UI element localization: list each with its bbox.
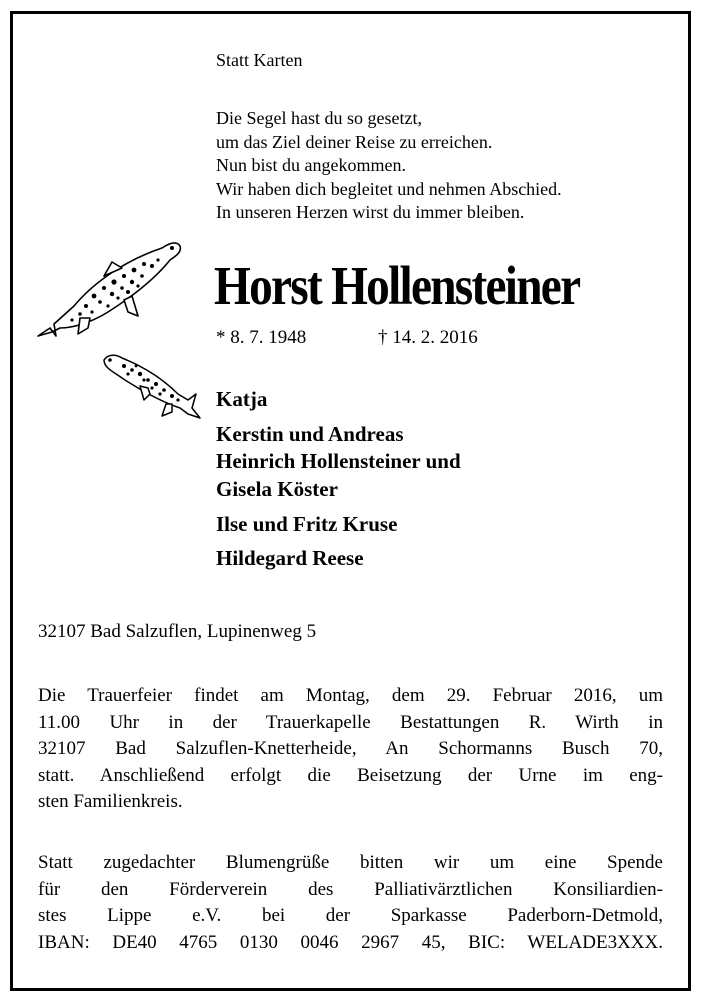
poem-line: Die Segel hast du so gesetzt,: [216, 108, 422, 128]
family-address: 32107 Bad Salzuflen, Lupinenweg 5: [38, 621, 317, 642]
funeral-paragraph: [38, 683, 663, 816]
donation-line: IBAN: DE40 4765 0130 0046 2967 45, BIC: WELADE3XXX.: [38, 931, 663, 953]
donation-paragraph: [38, 850, 663, 956]
funeral-line: sten Familienkreis.: [38, 791, 183, 812]
mourner-name: Hildegard Reese: [216, 546, 364, 570]
poem-line: In unseren Herzen wirst du immer bleiben.: [216, 202, 525, 222]
mourner-name: Ilse und Fritz Kruse: [216, 512, 398, 536]
poem-line: Wir haben dich begleitet und nehmen Abschied.: [216, 178, 562, 199]
deceased-name: Horst Hollensteiner: [214, 255, 580, 316]
mourner-name: Katja: [216, 387, 268, 411]
donation-line: Statt zugedachter Blumengrüße bitten wir um eine Spende: [38, 852, 663, 873]
life-dates: [216, 327, 478, 349]
birth-date: * 8. 7. 1948: [216, 327, 307, 348]
fish-large-icon: [34, 236, 184, 348]
poem: [216, 107, 562, 225]
fish-small-icon: [100, 350, 202, 424]
death-date: † 14. 2. 2016: [378, 327, 478, 348]
funeral-line: 11.00 Uhr in der Trauerkapelle Bestattungen R. Wirth in: [38, 711, 663, 733]
mourner-name: Heinrich Hollensteiner und: [216, 449, 461, 473]
intro-line: Statt Karten: [216, 50, 303, 70]
funeral-line: statt. Anschließend erfolgt die Beisetzung der Urne im eng-: [38, 764, 663, 786]
funeral-line: Die Trauerfeier findet am Montag, dem 29. Februar 2016, um: [38, 685, 663, 706]
poem-line: um das Ziel deiner Reise zu erreichen.: [216, 131, 493, 152]
funeral-line: 32107 Bad Salzuflen-Knetterheide, An Schormanns Busch 70,: [38, 738, 663, 759]
mourner-name: Kerstin und Andreas: [216, 422, 404, 446]
mourner-name: Gisela Köster: [216, 477, 338, 501]
poem-line: Nun bist du angekommen.: [216, 155, 406, 175]
donation-line: stes Lippe e.V. bei der Sparkasse Paderborn-Detmold,: [38, 905, 663, 926]
donation-line: für den Förderverein des Palliativärztlichen Konsiliardien-: [38, 878, 663, 900]
